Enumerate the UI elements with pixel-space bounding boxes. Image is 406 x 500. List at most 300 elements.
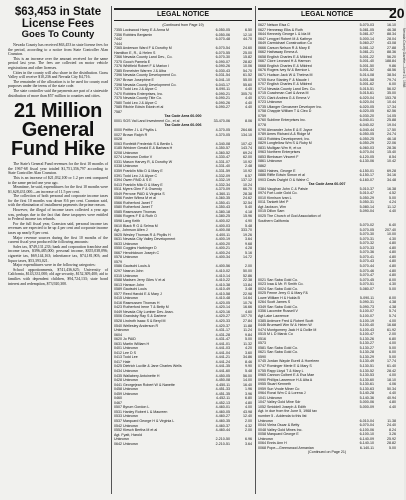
- parcel-number: 5-130-27: [359, 341, 374, 346]
- legal-notice-column-1: [114, 8, 252, 494]
- parcel-number: 4-420-16: [215, 309, 230, 314]
- parcel-number: 5-130-53: [359, 373, 374, 378]
- tax-amount: 12.10: [243, 32, 252, 37]
- tax-amount: 43.98: [243, 409, 252, 414]
- tax-amount: 6.80: [389, 336, 396, 341]
- assessee-name: 0356 Lacombe Russell V: [258, 309, 298, 314]
- tax-amount: 3.26: [389, 432, 396, 437]
- assessee-name: 7444: [114, 41, 122, 46]
- story2-paragraph: This is an increase of $21,032,100 or 1.2 per cent compared to the same period one year ago.: [8, 175, 108, 185]
- tax-amount: 2.00: [245, 419, 252, 424]
- legal-notice-column-2: [258, 8, 396, 494]
- tax-code-area-heading: Tax Code Area 60-000: [164, 114, 202, 119]
- parcel-number: 6-070-04: [359, 150, 374, 155]
- assessee-name: 0044 Vieira Oscar & Betty: [258, 423, 300, 428]
- parcel-number: 5-130-63: [359, 386, 374, 391]
- parcel-number: 6-130-06: [359, 159, 374, 164]
- tax-amount: 3.64: [245, 441, 252, 446]
- parcel-number: 5-015-51: [359, 86, 374, 91]
- story1-subhead: Goes To County: [21, 29, 95, 40]
- tax-amount: 18.10: [387, 377, 396, 382]
- parcel-number: 5-100-07: [359, 309, 374, 314]
- parcel-number: 6-043-17: [215, 82, 230, 87]
- tax-amount: 10.00: [387, 232, 396, 237]
- assessee-name: 0507 Byrum Gordon L: [114, 405, 150, 410]
- tax-amount: 9.68: [245, 241, 252, 246]
- assessee-name: 0963 Northern Enterprises: [258, 150, 301, 155]
- parcel-number: 4-410-48: [215, 296, 230, 301]
- assessee-name: 0861 Unknown: [258, 159, 282, 164]
- assessee-name: 0552 Kiesch Bertha M et al: [114, 428, 158, 433]
- legal-notice-header: LEGAL NOTICE: [258, 8, 396, 21]
- assessee-name: 0621 San Saba Gold Co.: [258, 350, 298, 355]
- tax-amount: 24.62: [243, 196, 252, 201]
- tax-amount: 25.88: [387, 118, 396, 123]
- assessee-name: Agt Lake Lawrence: [258, 314, 289, 318]
- tax-amount: 4.80: [245, 400, 252, 405]
- parcel-number: 6-050-05: [215, 28, 230, 32]
- tax-amount: 5.48: [245, 369, 252, 374]
- tax-amount: 107.42: [241, 141, 252, 146]
- assessee-name: 0297 Nasrun John: [114, 268, 144, 273]
- tax-amount: 15.82: [243, 55, 252, 60]
- assessee-name: 0338 Unknown: [114, 164, 138, 169]
- parcel-number: 5-081-05: [359, 27, 374, 32]
- parcel-number: 6-041-10: [215, 78, 230, 83]
- parcel-number: 4-460-35: [215, 419, 230, 424]
- assessee-name: 0862: [258, 163, 266, 168]
- parcel-number: 4-370-05: [215, 132, 230, 137]
- assessee-name: Unknown: [114, 437, 129, 442]
- tax-amount: 17.34: [387, 104, 396, 109]
- assessee-name: 0506 Grandsby Ray S & Darlene: [114, 314, 167, 319]
- story2-paragraph: Major revenue sources during the first 10 months of the current fiscal year produced the following amounts:: [8, 235, 108, 245]
- assessee-name: 0416 Rasmussen Thomas H: [114, 300, 160, 305]
- parcel-number: 6-150-01: [359, 168, 374, 173]
- parcel-number: 4-330-47: [215, 155, 230, 160]
- tax-amount: 16.10: [387, 23, 396, 27]
- assessee-name: 7366 Nevada County Land Dev., Co.: [114, 55, 173, 60]
- parcel-number: 4-400-02: [215, 218, 230, 223]
- parcel-number: 4-420-37: [215, 323, 230, 328]
- assessee-name: 0423 Rutherford Irene T & Betty M: [114, 305, 169, 310]
- legal-rows-b: [258, 187, 396, 451]
- legal-rows-c: [114, 128, 252, 446]
- tax-amount: 5.00: [389, 195, 396, 200]
- parcel-number: 4-350-41: [215, 200, 230, 205]
- assessee-name: 0735 Ullanger Gevasmer Developer Inc.: [258, 104, 323, 109]
- tax-amount: 16.38: [387, 186, 396, 191]
- assessee-name: 0025 Fenne Jerry G & Mary F&: [258, 291, 308, 296]
- parcel-number: 5-001-40: [359, 59, 374, 64]
- assessee-name: Unknown: [258, 436, 273, 441]
- tax-amount: 5.16: [245, 250, 252, 255]
- parcel-number: 6-120-05: [359, 154, 374, 159]
- assessee-name: 7375 Nevada County Title Co.: [114, 96, 162, 101]
- parcel-number: 6-031-54: [215, 73, 230, 78]
- assessee-name: 7385 Enmeister Warren J & Alba: [114, 68, 166, 73]
- assessee-name: 0668 English Charles E & Mildred: [258, 63, 312, 68]
- tax-amount: 4.80: [389, 250, 396, 255]
- tax-amount: 28.36: [387, 145, 396, 150]
- assessee-name: 0760 Sublime Enterprises Inc.: [258, 118, 306, 123]
- parcel-number: 5-050-31: [359, 200, 374, 205]
- tax-amount: 4.40: [245, 105, 252, 110]
- assessee-name: 0647 Lengyel Robert M & Kathryn: [258, 36, 313, 41]
- tax-amount: 4.40: [245, 96, 252, 101]
- parcel-number: 6-020-05: [359, 109, 374, 114]
- tax-amount: 79.74: [387, 77, 396, 82]
- parcel-number: 2-210-50: [215, 437, 230, 442]
- assessee-name: 0886 Riffle Edwin Simon et al: [258, 173, 305, 178]
- parcel-number: 4-410-22: [215, 278, 230, 283]
- parcel-number: 4-460-44: [215, 428, 230, 433]
- assessee-name: 0578 Unknown: [114, 255, 138, 260]
- parcel-number: 5-081-07: [359, 32, 374, 37]
- tax-amount: 61.40: [387, 364, 396, 369]
- tax-amount: 5.74: [389, 309, 396, 314]
- tax-amount: 13.84: [243, 282, 252, 287]
- assessee-name: 0707 English Charles E & Mildred: [258, 82, 312, 87]
- assessee-name: 7376 Whitfield Robert F & Marion I: [114, 64, 170, 69]
- tax-amount: 2.00: [389, 332, 396, 337]
- tax-amount: 10.92: [243, 168, 252, 173]
- parcel-number: 4-441-35: [215, 364, 230, 369]
- tax-amount: 10.76: [243, 300, 252, 305]
- parcel-number: 6-050-05: [359, 132, 374, 137]
- parcel-number: 5-000-06: [359, 400, 374, 405]
- tax-amount: 4.18: [245, 209, 252, 214]
- tax-amount: 25.00: [243, 50, 252, 55]
- parcel-number: 4-360-35: [215, 196, 230, 201]
- parcel-number: 5-130-27: [359, 345, 374, 350]
- assessee-name: 0549 Perrone PAID & Virginia S: [114, 191, 165, 196]
- tax-amount: 4.38: [389, 304, 396, 309]
- parcel-number: 4-441-04: [215, 350, 230, 355]
- parcel-number: 5-070-30: [359, 232, 374, 237]
- tax-amount: 4.00: [389, 341, 396, 346]
- parcel-number: 5-070-31: [359, 236, 374, 241]
- assessee-name: 7375 Todd Leo J & Alyce C: [114, 87, 158, 92]
- assessee-name: 0613 Hanson John: [114, 282, 145, 287]
- assessee-name: 0537 Marquard George H & Virginia L: [114, 419, 175, 424]
- parcel-number: 5-070-36: [359, 250, 374, 255]
- parcel-number: 5-090-11: [359, 295, 374, 300]
- page-number: 20: [389, 5, 405, 21]
- tax-amount: 5.74: [389, 314, 396, 318]
- tax-amount: 88.36: [387, 50, 396, 55]
- tax-amount: 28.42: [387, 368, 396, 373]
- parcel-number: 6-090-26: [215, 64, 230, 69]
- assessee-name: 0585 Rasmussen Thomas: [114, 209, 156, 214]
- parcel-number: 4-350-57: [215, 146, 230, 151]
- parcel-number: 6-070-04: [359, 423, 374, 428]
- tax-amount: 6.50: [245, 28, 252, 32]
- tax-amount: 44.70: [243, 37, 252, 42]
- assessee-name: 0458 Unknown: [114, 387, 138, 392]
- assessee-name: 0586 Gautschi Louis A: [114, 264, 150, 269]
- tax-amount: 28.38: [243, 191, 252, 196]
- assessee-name: 0631 Martin William H: [114, 341, 150, 346]
- tax-amount: 22.38: [243, 278, 252, 283]
- tax-amount: 5.00: [389, 445, 396, 450]
- tax-amount: [230, 110, 252, 115]
- assessee-name: 0759: [258, 113, 266, 118]
- story1-paragraph: The state controller said the payments are part of a statewide distribution of more than $57 million to counties and cities.: [8, 88, 108, 98]
- tax-amount: 14.00: [243, 378, 252, 383]
- assessee-name: 0758 Chappie William T & Cleo D: [258, 109, 312, 114]
- assessee-name: 7587: [114, 109, 122, 114]
- parcel-number: 5-100-47: [359, 332, 374, 337]
- assessee-name: 0829 Longfellow Wm S & Ruby M: [258, 141, 312, 146]
- tax-amount: 24.74: [387, 132, 396, 137]
- assessee-name: 0011 Tankett Mel P: [258, 200, 289, 205]
- legal-rows-a: [114, 28, 252, 114]
- tax-amount: 14.05: [387, 113, 396, 118]
- assessee-name: 0467: [114, 400, 122, 405]
- tax-amount: 6.00: [389, 82, 396, 87]
- assessee-name: 0010 Kinnison Ivan L: [258, 195, 292, 200]
- assessee-name: 0027 Brown Ralph R: [114, 132, 148, 137]
- tax-amount: 24.40: [387, 423, 396, 428]
- assessee-name: 0965 Cannon Colbert E & Eva Mae: [258, 373, 315, 378]
- assessee-name: 0723 Unknown: [258, 100, 282, 105]
- assessee-name: 0573: [258, 341, 266, 346]
- parcel-number: 6-030-43: [215, 68, 230, 73]
- parcel-number: 5-130-28: [359, 350, 374, 355]
- assessee-name: 0349 San Saba Gold Co.: [258, 304, 298, 309]
- assessee-name: 7580 Todd Leo J & Alyce C: [114, 100, 158, 105]
- parcel-number: 4-452-11: [215, 396, 230, 401]
- assessee-name: 0024 San Saba Gold Co.: [258, 286, 298, 291]
- tax-amount: 34.86: [243, 355, 252, 360]
- parcel-number: 5-090-04: [359, 209, 374, 214]
- parcel-number: 4-410-49: [215, 287, 230, 292]
- parcel-number: 5-070-41: [359, 254, 374, 259]
- tax-amount: 16.68: [387, 323, 396, 328]
- parcel-number: 5-070-43: [359, 259, 374, 264]
- parcel-number: 4-410-14: [215, 273, 230, 278]
- tax-amount: 16.40: [243, 382, 252, 387]
- tax-amount: 3.96: [245, 391, 252, 396]
- assessee-name: number 5 - Addenda to this list: [258, 414, 307, 419]
- parcel-number: 4-331-40: [215, 164, 230, 169]
- parcel-number: 4-441-03: [215, 346, 230, 351]
- parcel-number: [200, 110, 230, 115]
- tax-amount: 4.30: [389, 236, 396, 241]
- tax-amount: 4.80: [389, 400, 396, 405]
- parcel-number: 5-081-21: [359, 50, 374, 55]
- assessee-name: 0588 Madsen Jerry Giles V et al: [114, 278, 166, 283]
- parcel-number: 5-130-61: [359, 382, 374, 387]
- tax-amount: 17.74: [387, 359, 396, 364]
- running-head: Nevada County Gazette—June 21, 1968: [402, 28, 406, 88]
- assessee-name: 0714 Nevada County Land Dev. Co.: [258, 86, 316, 91]
- tax-amount: 62.56: [387, 109, 396, 114]
- parcel-number: 4-441-24: [215, 359, 230, 364]
- story2-paragraph: School apportionments, $741,436,625; University of California, $143,331,000; old age security, $152,309,400; aid to families with dependent children, $94,724,133; state bond interest and redemption, $73,920,300.: [8, 267, 108, 286]
- legal-rows-a: [258, 23, 396, 182]
- tax-amount: 4.40: [245, 100, 252, 105]
- parcel-number: 5-100-43: [359, 327, 374, 332]
- parcel-number: 6-020-05: [359, 104, 374, 109]
- assessee-name: 0533 Unknown: [114, 414, 138, 419]
- assessee-name: 0990 Phillips Lawrence H & Alta A: [258, 377, 313, 382]
- story2-paragraph: The collection of both personal and corporate income taxes for the first 10 months was down 8.6 per cent. Cranston said, with the elimination of installment payments the prime reason.: [8, 194, 108, 208]
- tax-amount: 3.60: [245, 350, 252, 355]
- parcel-number: 5-070-44: [359, 263, 374, 268]
- parcel-number: 6-040-01: [359, 118, 374, 123]
- assessee-name: 1047 Valley Gold Mine Sdr: [258, 400, 301, 405]
- parcel-number: 5-100-40: [359, 323, 374, 328]
- assessee-name: 0604: [114, 332, 122, 337]
- parcel-number: 4-400-03: [215, 223, 230, 228]
- parcel-number: 6-070-55: [215, 50, 230, 55]
- story2-paragraph: The State's General Fund revenues for the first 10 months of the 1967-68 fiscal year totaled $1,751,356,797 according to State Controller Alan Cranston.: [8, 162, 108, 176]
- assessee-name: Southern California: [258, 218, 289, 223]
- assessee-name: 0579: [114, 259, 122, 264]
- tax-amount: 56.20: [387, 54, 396, 59]
- tax-amount: 50.34: [387, 386, 396, 391]
- parcel-number: 5-050-29: [359, 195, 374, 200]
- legal-notice-row: [114, 442, 252, 447]
- tax-amount: 35.00: [387, 91, 396, 96]
- story1-headline: $63,453 in State License Fees: [14, 6, 102, 30]
- parcel-number: 6-140-11: [359, 445, 374, 450]
- story2-headline: 21 Million General Fund Hike: [11, 100, 105, 161]
- parcel-number: 6-090-11: [215, 87, 230, 92]
- parcel-number: 4-370-05: [215, 128, 230, 133]
- story2-paragraph: Meantime, he said, expenditures for the first 10 months were $1,628,431,000—an increase of 11.5 per cent.: [8, 185, 108, 194]
- assessee-name: 0610 Black R G & Selma M: [114, 223, 158, 228]
- parcel-number: 4-431-17: [215, 328, 230, 333]
- parcel-number: 4-450-08: [215, 378, 230, 383]
- tax-amount: 3.48: [245, 287, 252, 292]
- tax-amount: 55.00: [243, 78, 252, 83]
- tax-amount: 61.52: [243, 73, 252, 78]
- parcel-number: 4-340-08: [215, 141, 230, 146]
- parcel-number: 5-060-27: [359, 41, 374, 46]
- parcel-number: 5-001-62: [359, 82, 374, 87]
- parcel-number: 4-332-34: [215, 182, 230, 187]
- parcel-number: 4-460-05: [215, 409, 230, 414]
- tax-amount: 4.60: [245, 309, 252, 314]
- assessee-name: 0598 Lang Keith: [114, 218, 141, 223]
- assessee-name: 0025 The Church of God Association of: [258, 213, 321, 218]
- parcel-number: 6-140-10: [359, 441, 374, 446]
- tax-amount: 56.00: [243, 373, 252, 378]
- assessee-name: 1052 Smiddell Joseph & Edith: [258, 404, 306, 409]
- assessee-name: 0789 Ames Richard A & Ridge M: [258, 132, 311, 137]
- tax-amount: 10.06: [243, 64, 252, 69]
- assessee-name: 0715 Coachman Carl & Anna M: [258, 91, 309, 96]
- parcel-number: 4-331-59: [215, 168, 230, 173]
- tax-amount: 333.70: [241, 228, 252, 233]
- column-rule: [255, 6, 256, 494]
- assessee-name: 0589 Gautschi Louis: [114, 287, 147, 292]
- parcel-number: 5-130-26: [359, 336, 374, 341]
- tax-amount: 4.40: [389, 209, 396, 214]
- parcel-number: 6-050-29: [359, 141, 374, 146]
- assessee-name: 7397 Brown Josephine E: [114, 78, 154, 83]
- parcel-number: 4-431-47: [215, 337, 230, 342]
- tax-amount: 5.00: [389, 286, 396, 291]
- parcel-number: 4-460-27: [215, 414, 230, 419]
- tax-amount: 38.54: [387, 73, 396, 78]
- parcel-number: 6-090-26: [215, 100, 230, 105]
- parcel-number: 4-420-05: [215, 300, 230, 305]
- tax-amount: 10.24: [243, 182, 252, 187]
- parcel-number: 4-360-11: [215, 191, 230, 196]
- tax-amount: 14.64: [243, 296, 252, 301]
- tax-amount: 4.30: [389, 282, 396, 287]
- tax-amount: 27.84: [243, 319, 252, 323]
- assessee-name: 0586 Rogers F E & Ruth O: [114, 214, 157, 219]
- parcel-number: 4-431-28: [215, 332, 230, 337]
- tax-amount: 5.00: [245, 337, 252, 342]
- assessee-name: 0813 Robbins Development, Inc.: [258, 136, 311, 141]
- tax-amount: 10.92: [243, 159, 252, 164]
- parcel-number: 4-380-25: [215, 214, 230, 219]
- parcel-number: 5-140-28: [359, 391, 374, 396]
- parcel-number: 4-441-21: [215, 355, 230, 360]
- parcel-number: 5-081-12: [359, 45, 374, 50]
- assessee-name: 0068 Pope—Greenwood Armanian: [258, 445, 314, 450]
- tax-amount: 12.40: [243, 414, 252, 419]
- tax-amount: 134.10: [241, 132, 252, 137]
- tax-amount: 11.24: [243, 328, 252, 333]
- parcel-number: 5-070-05: [359, 227, 374, 232]
- parcel-number: 5-070-47: [359, 273, 374, 278]
- assessee-name: 0023 Ivaa & Mr. R Smith Co.: [258, 282, 304, 287]
- tax-amount: 43.08: [387, 41, 396, 46]
- parcel-number: 4-450-11: [215, 382, 230, 387]
- assessee-name: Agt. in due from the June 5, 1968 tax: [258, 409, 317, 414]
- tax-amount: 4.90: [245, 218, 252, 223]
- parcel-number: 4-350-43: [215, 205, 230, 210]
- assessee-name: 7355 Lockwood Harry E & Anna M: [114, 28, 169, 32]
- assessee-name: Unknown: [258, 418, 273, 423]
- parcel-number: 5-130-60: [359, 377, 374, 382]
- tax-amount: 2.48: [245, 164, 252, 169]
- assessee-name: 0974 Fort Lode Gold Co.: [258, 191, 298, 196]
- tax-amount: 5.40: [245, 205, 252, 210]
- assessee-name: 0667 Clore Leonard H & Harmon: [258, 59, 311, 64]
- assessee-name: 0391 Todd Leo J & Alyce C: [114, 173, 158, 178]
- tax-amount: 11.12: [387, 204, 396, 209]
- parcel-number: 4-400-19: [215, 237, 230, 242]
- parcel-number: 6-040-44: [359, 127, 374, 132]
- parcel-number: 4-400-08: [215, 228, 230, 233]
- tax-amount: 153.78: [385, 95, 396, 100]
- tax-amount: 4.06: [389, 382, 396, 387]
- story2-paragraph: Major expenditures were in the following categories:: [13, 263, 96, 268]
- parcel-number: 6-090-07: [215, 59, 230, 64]
- assessee-name: 0662 Hathaway Emma A: [258, 50, 298, 55]
- tax-amount: 143.74: [241, 146, 252, 151]
- parcel-number: 6-010-04: [359, 418, 374, 423]
- parcel-number: 6-050-06: [215, 32, 230, 37]
- tax-amount: 50.00: [243, 268, 252, 273]
- parcel-number: 5-080-14: [359, 204, 374, 209]
- parcel-number: 4-410-58: [215, 291, 230, 296]
- parcel-number: 4-420-33: [215, 319, 230, 323]
- tax-amount: 4.40: [389, 391, 396, 396]
- assessee-name: 0417 Hale: [114, 359, 131, 364]
- parcel-number: 4-380-18: [215, 209, 230, 214]
- tax-amount: 9.86: [389, 63, 396, 68]
- tax-amount: 34.48: [387, 177, 396, 182]
